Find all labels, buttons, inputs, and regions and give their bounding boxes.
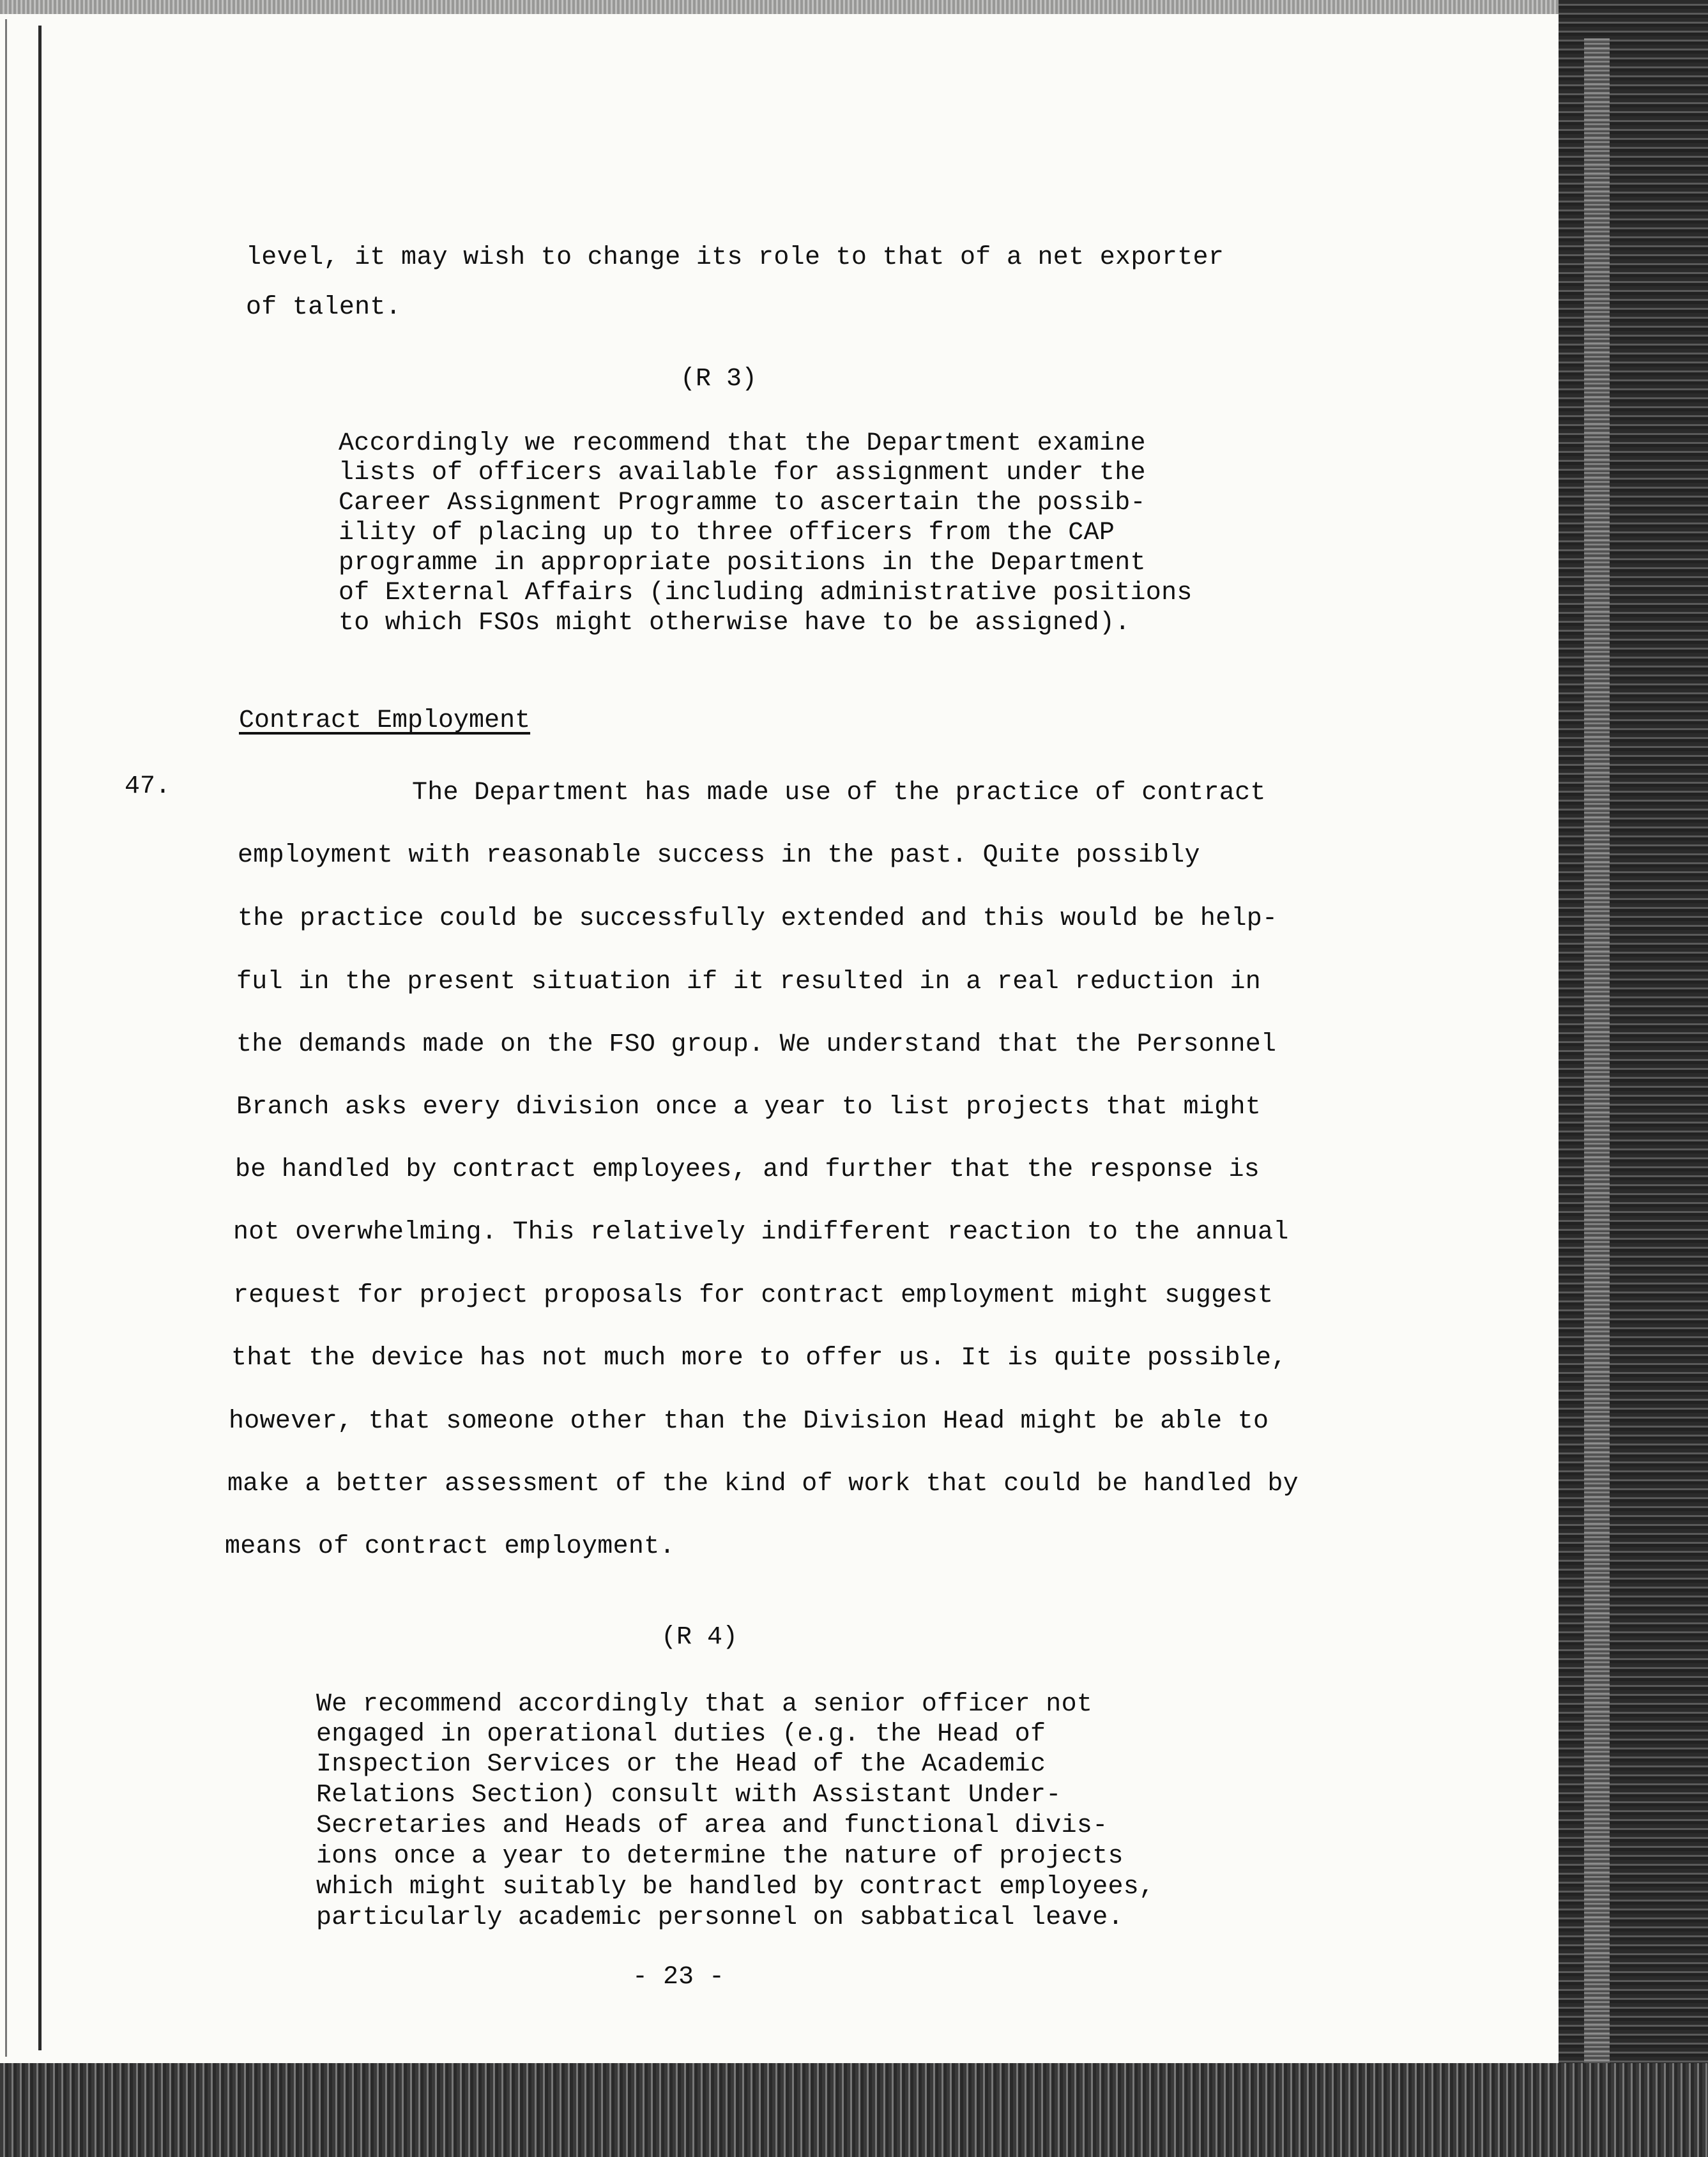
recommendation-4-line: ions once a year to determine the nature of projects bbox=[316, 1842, 1124, 1871]
scan-binding-edge bbox=[1559, 0, 1708, 2157]
recommendation-3-line: Accordingly we recommend that the Department examine bbox=[339, 429, 1146, 458]
recommendation-3-line: ility of placing up to three officers from the CAP bbox=[339, 519, 1115, 547]
paragraph-line: The Department has made use of the practice of contract bbox=[412, 779, 1266, 807]
paragraph-line: Branch asks every division once a year to list projects that might bbox=[236, 1093, 1262, 1122]
scan-page-edge bbox=[1584, 38, 1610, 2063]
recommendation-3-line: lists of officers available for assignment under the bbox=[339, 459, 1146, 487]
recommendation-4-line: which might suitably be handled by contract employees, bbox=[316, 1873, 1155, 1902]
paragraph-line: employment with reasonable success in the past. Quite possibly bbox=[238, 841, 1200, 870]
lead-line: level, it may wish to change its role to that of a net exporter bbox=[246, 243, 1224, 272]
paragraph-line: that the device has not much more to offer us. It is quite possible, bbox=[231, 1344, 1287, 1373]
paragraph-line: not overwhelming. This relatively indifferent reaction to the annual bbox=[233, 1218, 1289, 1247]
scan-top-edge bbox=[0, 0, 1559, 14]
page-number: - 23 - bbox=[632, 1963, 725, 1992]
recommendation-4-line: Inspection Services or the Head of the Academic bbox=[316, 1750, 1046, 1779]
recommendation-4-line: particularly academic personnel on sabbatical leave. bbox=[316, 1903, 1124, 1932]
recommendation-3-line: of External Affairs (including administrative positions bbox=[339, 579, 1193, 607]
recommendation-4-line: Relations Section) consult with Assistant Under- bbox=[316, 1781, 1062, 1810]
paragraph-line: the practice could be successfully extended and this would be help- bbox=[238, 904, 1278, 933]
paragraph-number: 47. bbox=[125, 772, 171, 801]
paragraph-line: means of contract employment. bbox=[225, 1532, 675, 1561]
recommendation-3-label: (R 3) bbox=[680, 365, 758, 393]
recommendation-4-line: We recommend accordingly that a senior officer not bbox=[316, 1690, 1093, 1719]
section-heading: Contract Employment bbox=[239, 706, 531, 735]
paragraph-line: ful in the present situation if it resulted in a real reduction in bbox=[236, 968, 1262, 996]
paragraph-line: request for project proposals for contract employment might suggest bbox=[233, 1281, 1274, 1310]
paragraph-line: however, that someone other than the Division Head might be able to bbox=[229, 1407, 1269, 1436]
paragraph-line: be handled by contract employees, and further that the response is bbox=[235, 1155, 1260, 1184]
recommendation-4-line: Secretaries and Heads of area and functional divis- bbox=[316, 1811, 1108, 1840]
paragraph-line: make a better assessment of the kind of work that could be handled by bbox=[227, 1470, 1299, 1498]
recommendation-4-label: (R 4) bbox=[661, 1623, 738, 1652]
recommendation-3-line: programme in appropriate positions in the Department bbox=[339, 549, 1146, 577]
paragraph-line: the demands made on the FSO group. We understand that the Personnel bbox=[236, 1030, 1277, 1059]
recommendation-3-line: to which FSOs might otherwise have to be assigned). bbox=[339, 609, 1131, 637]
page-left-rule bbox=[38, 26, 42, 2050]
recommendation-3-line: Career Assignment Programme to ascertain the possib- bbox=[339, 489, 1146, 517]
scan-left-edge bbox=[5, 19, 7, 2057]
scan-bottom-edge bbox=[0, 2063, 1708, 2157]
recommendation-4-line: engaged in operational duties (e.g. the Head of bbox=[316, 1720, 1046, 1749]
lead-line: of talent. bbox=[246, 293, 402, 322]
